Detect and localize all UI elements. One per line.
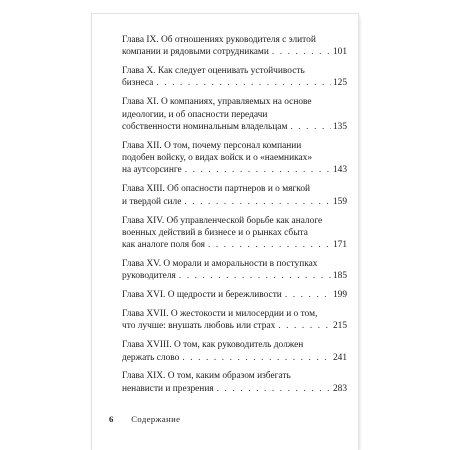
toc-page-number: 135 xyxy=(332,121,347,132)
book-page xyxy=(92,14,358,450)
toc-page-number: 185 xyxy=(332,271,347,282)
toc-entry xyxy=(122,140,347,177)
toc-entry-title-line: ненависти и презрения xyxy=(122,383,214,394)
toc-entry-last-line xyxy=(122,352,347,364)
toc-entry-title-line: держать слово xyxy=(122,352,180,363)
toc-entry xyxy=(122,183,347,208)
toc-entry-title-line: компании и рядовыми сотрудниками xyxy=(122,47,269,58)
toc-page-number: 171 xyxy=(332,240,347,251)
dot-leader xyxy=(184,196,331,208)
toc-entry-title-line: Глава XII. О том, почему персонал компании xyxy=(122,140,302,151)
toc-entry-last-line xyxy=(122,164,347,176)
toc-entry-title-line: военных действий в бизнесе и о рынках сбыта xyxy=(122,227,308,238)
toc-entry-last-line xyxy=(122,270,347,282)
toc-entry-last-line xyxy=(122,239,347,251)
toc-entry-last-line xyxy=(122,196,347,208)
toc-entry-last-line xyxy=(122,320,347,332)
dot-leader xyxy=(285,289,331,301)
toc-entry-title-line: как аналоге поля боя xyxy=(122,240,205,251)
dot-leader xyxy=(272,46,331,58)
toc-entry xyxy=(122,215,347,252)
toc-entry xyxy=(122,370,347,395)
toc-entry xyxy=(122,34,347,59)
toc-entry-title-line: Глава XIII. Об опасности партнеров и о мягкой xyxy=(122,184,311,195)
toc-entry-last-line xyxy=(122,121,347,133)
toc-page-number: 241 xyxy=(332,352,347,363)
page-number: 6 xyxy=(109,414,114,424)
toc-entry-title-line: что лучше: внушать любовь или страх xyxy=(122,321,276,332)
toc-entry xyxy=(122,96,347,133)
running-head-section-title: Содержание xyxy=(131,414,181,424)
page-footer xyxy=(109,414,180,424)
toc-entry-title-line: подобен войску, о видах войск и о «наемниках» xyxy=(122,153,313,164)
dot-leader xyxy=(156,77,331,89)
toc-entry-title-line: Глава XVI. О щедрости и бережливости xyxy=(122,290,282,301)
toc-entry-title-line: Глава XVII. О жестокости и милосердии и о том, xyxy=(122,309,318,320)
toc-entry-last-line xyxy=(122,383,347,395)
toc-entry-title-line: бизнеса xyxy=(122,78,154,89)
dot-leader xyxy=(290,121,331,133)
dot-leader xyxy=(182,352,331,364)
dot-leader xyxy=(179,270,331,282)
toc-entry-title-line: на аутсорсинге xyxy=(122,165,182,176)
toc-entry-last-line xyxy=(122,46,347,58)
toc-entry-title-line: Глава XIV. Об управленческой борьбе как аналоге xyxy=(122,215,323,226)
toc-page-number: 159 xyxy=(332,196,347,207)
toc-entry xyxy=(122,308,347,333)
toc-entry-title-line: Глава XVIII. О том, как руководитель должен xyxy=(122,340,304,351)
dot-leader xyxy=(208,239,331,251)
toc-entry xyxy=(122,339,347,364)
toc-page-number: 143 xyxy=(332,165,347,176)
toc-page-number: 125 xyxy=(332,78,347,89)
dot-leader xyxy=(217,383,331,395)
toc-entry-last-line xyxy=(122,289,347,301)
toc-page-number: 199 xyxy=(332,290,347,301)
toc-entry xyxy=(122,258,347,283)
toc-entry-title-line: и твердой силе xyxy=(122,196,182,207)
dot-leader xyxy=(185,164,331,176)
toc-page-number: 215 xyxy=(332,321,347,332)
toc-entry xyxy=(122,65,347,90)
toc-entry-title-line: Глава XI. О компаниях, управляемых на основе xyxy=(122,97,312,108)
toc-entry-title-line: собственности номинальным владельцам xyxy=(122,121,288,132)
toc-entry-title-line: идеологии, и об опасности передачи xyxy=(122,109,268,120)
toc-entry-last-line xyxy=(122,77,347,89)
toc-entry-title-line: руководителя xyxy=(122,271,176,282)
toc-page-number: 283 xyxy=(332,383,347,394)
toc-entry xyxy=(122,289,347,301)
table-of-contents xyxy=(122,34,347,402)
toc-entry-title-line: Глава X. Как следует оценивать устойчивость xyxy=(122,66,305,77)
toc-entry-title-line: Глава XIX. О том, каким образом избегать xyxy=(122,371,291,382)
toc-page-number: 101 xyxy=(332,47,347,58)
toc-entry-title-line: Глава XV. О морали и аморальности в поступках xyxy=(122,259,318,270)
toc-entry-title-line: Глава IX. Об отношениях руководителя с элитой xyxy=(122,35,316,45)
dot-leader xyxy=(278,320,331,332)
